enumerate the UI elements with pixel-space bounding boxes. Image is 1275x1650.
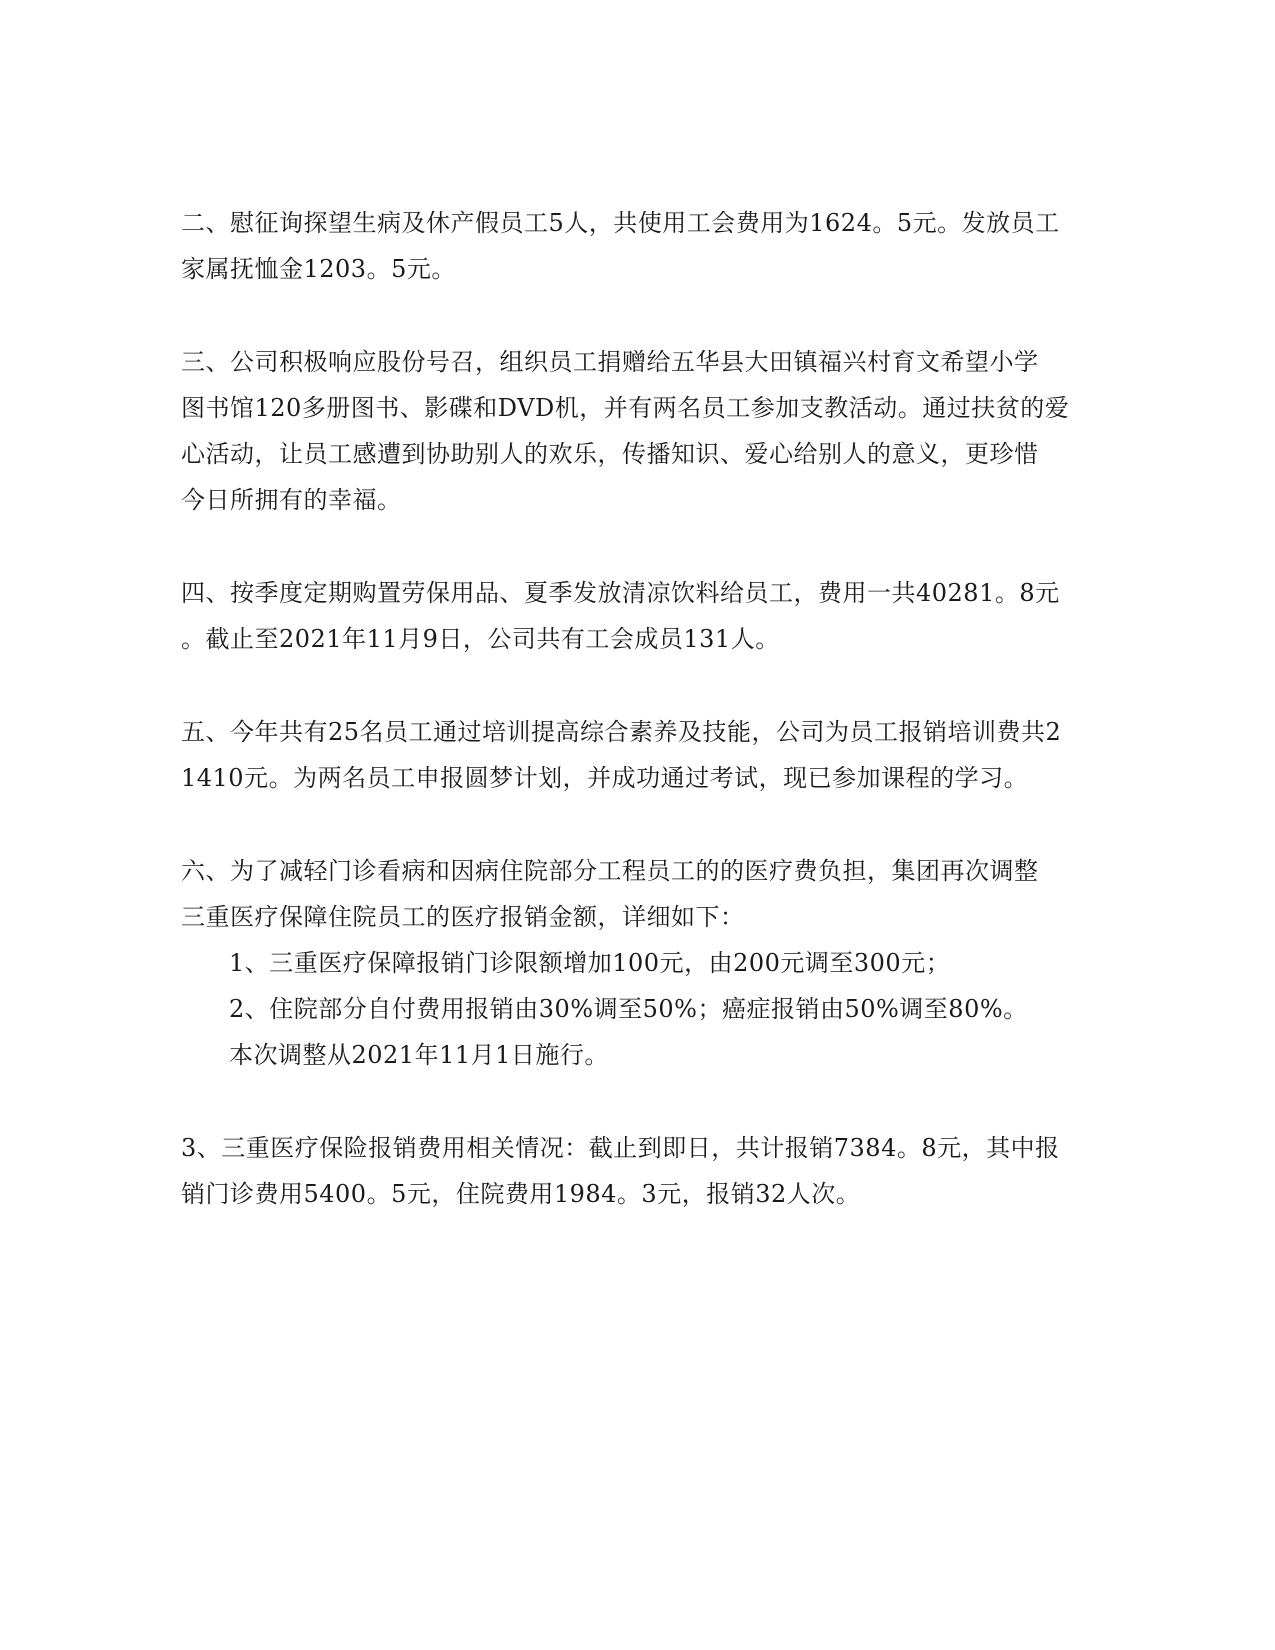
text-line: 家属抚恤金1203。5元。	[181, 255, 456, 283]
paragraph-3	[181, 339, 1070, 523]
text-line: 二、慰征询探望生病及休产假员工5人，共使用工会费用为1624。5元。发放员工	[181, 209, 1060, 237]
paragraph-6	[181, 848, 1039, 1078]
document-page	[181, 200, 1070, 1264]
text-line: 三重医疗保障住院员工的医疗报销金额，详细如下：	[181, 903, 745, 931]
text-line: 1410元。为两名员工申报圆梦计划，并成功通过考试，现已参加课程的学习。	[181, 764, 1029, 792]
paragraph-5	[181, 709, 1062, 801]
text-line: 六、为了减轻门诊看病和因病住院部分工程员工的的医疗费负担，集团再次调整	[181, 857, 1039, 885]
text-line: 心活动，让员工感遭到协助别人的欢乐，传播知识、爱心给别人的意义，更珍惜	[181, 440, 1039, 468]
paragraph-2	[181, 200, 1060, 292]
text-line: 今日所拥有的幸福。	[181, 486, 402, 514]
text-line: 四、按季度定期购置劳保用品、夏季发放清凉饮料给员工，费用一共40281。8元	[181, 579, 1060, 607]
paragraph-4	[181, 570, 1060, 662]
paragraph-7	[181, 1125, 1060, 1217]
text-line: 图书馆120多册图书、影碟和DVD机，并有两名员工参加支教活动。通过扶贫的爱	[181, 394, 1070, 422]
text-line: 。截止至2021年11月9日，公司共有工会成员131人。	[181, 625, 780, 653]
text-line: 销门诊费用5400。5元，住院费用1984。3元，报销32人次。	[181, 1180, 861, 1208]
list-item: 本次调整从2021年11月1日施行。	[229, 1041, 609, 1069]
text-line: 五、今年共有25名员工通过培训提高综合素养及技能，公司为员工报销培训费共2	[181, 718, 1062, 746]
text-line: 3、三重医疗保险报销费用相关情况：截止到即日，共计报销7384。8元，其中报	[181, 1134, 1060, 1162]
list-item: 2、住院部分自付费用报销由30%调至50%；癌症报销由50%调至80%。	[229, 995, 1028, 1023]
list-item: 1、三重医疗保障报销门诊限额增加100元，由200元调至300元；	[229, 949, 951, 977]
text-line: 三、公司积极响应股份号召，组织员工捐赠给五华县大田镇福兴村育文希望小学	[181, 348, 1039, 376]
